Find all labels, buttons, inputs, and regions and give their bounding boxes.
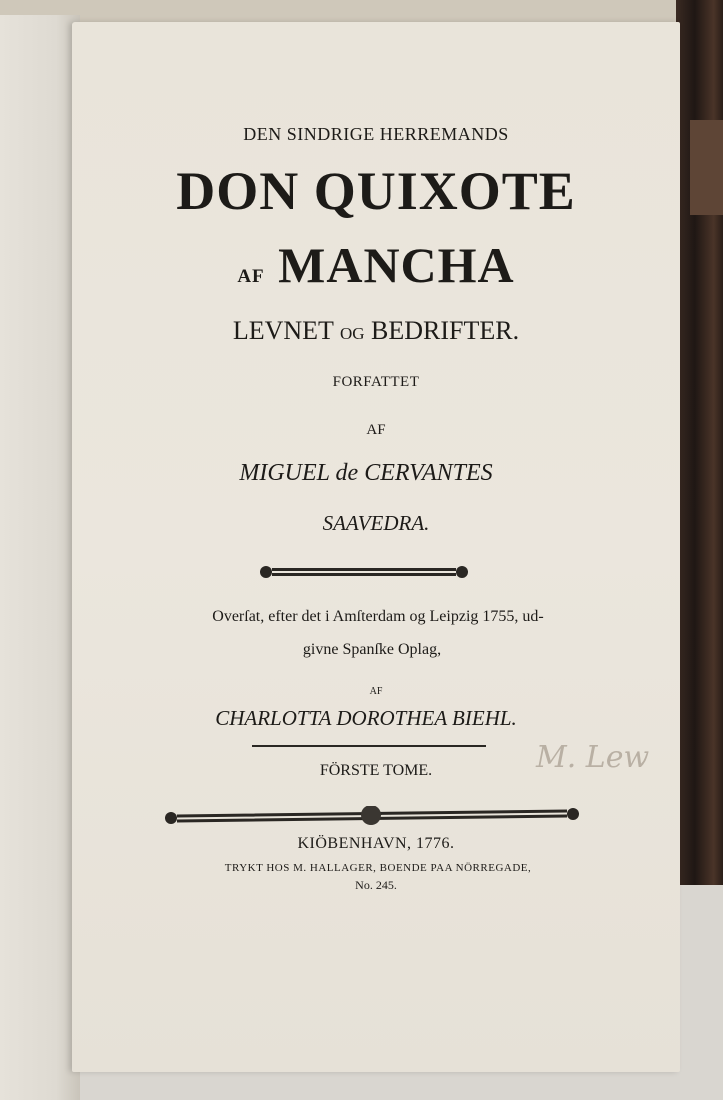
forfattet: FORFATTET [332,374,420,390]
subtitle-og: OG [339,324,365,343]
book-spine-label [690,120,723,215]
divider-rule [252,745,486,747]
subtitle [72,316,680,346]
ornament-rule-1 [258,562,470,582]
header-line: DEN SINDRIGE HERREMANDS [243,124,509,144]
af-2: AF [369,686,383,697]
place-and-year: KIÖBENHAVN, 1776. [297,835,455,852]
ornament-rule-2 [163,806,581,830]
left-page [0,15,80,1100]
main-title: DON QUIXOTE [176,161,576,221]
printer-address: No. 245. [355,878,397,892]
title-mancha: MANCHA [278,237,515,293]
translator-name: CHARLOTTA DOROTHEA BIEHL. [215,706,517,730]
translation-note-2: givne Spanſke Oplag, [302,641,442,658]
author-name: MIGUEL de CERVANTES [239,460,493,486]
subtitle-a: LEVNET [232,316,334,345]
af-small: AF [237,266,265,287]
printer-line: TRYKT HOS M. HALLAGER, BOENDE PAA NÖRREGADE, [224,862,532,874]
af-1: AF [366,422,386,438]
author-name-2: SAAVEDRA. [322,511,430,535]
handwritten-signature: M. Lew [536,740,650,775]
volume-label: FÖRSTE TOME. [319,762,433,779]
subtitle-b: BEDRIFTER. [371,316,520,345]
translation-note-1: Overſat, efter det i Amſterdam og Leipzig 1755, ud- [212,608,544,625]
main-title-line2 [72,236,680,294]
